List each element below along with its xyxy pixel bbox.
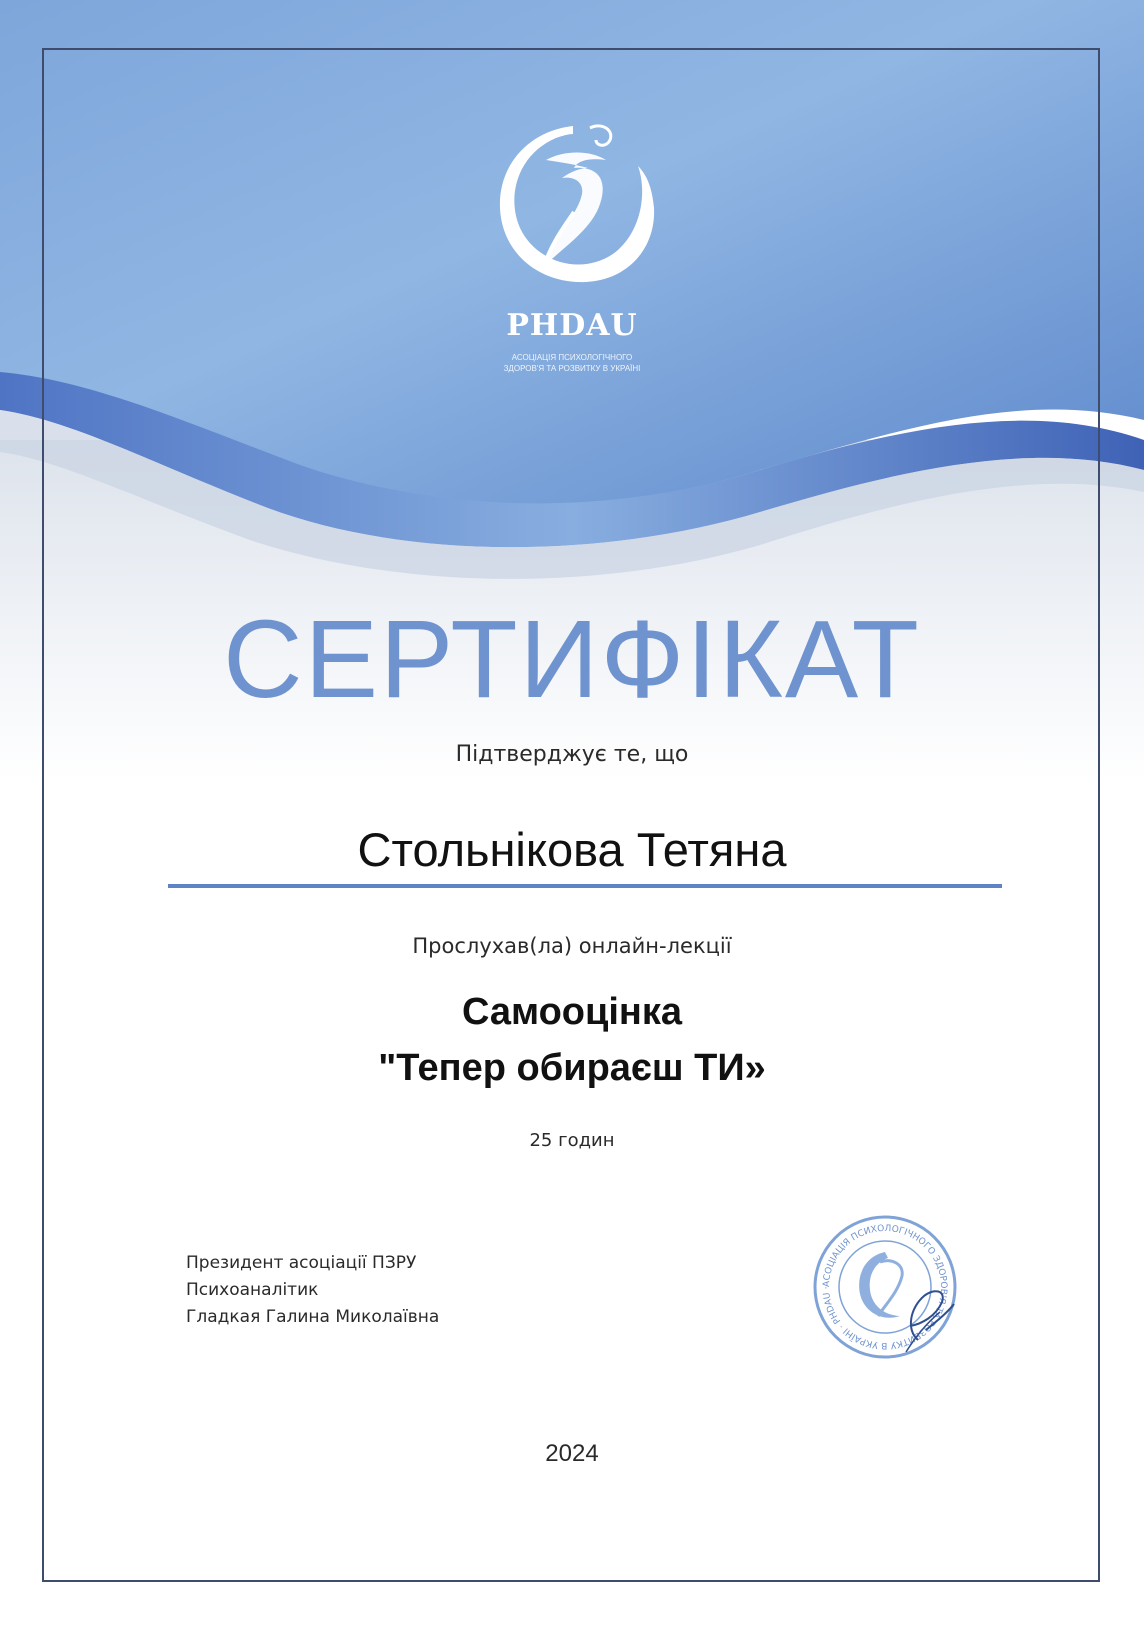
course-title xyxy=(0,984,1144,1096)
confirms-text: Підтверджує те, що xyxy=(455,742,689,767)
organization-stamp-icon xyxy=(810,1212,960,1362)
recipient-name: Стольнікова Тетяна xyxy=(357,823,787,876)
course-title-line-1: Самооцінка xyxy=(461,991,683,1033)
certificate-year: 2024 xyxy=(545,1440,599,1467)
signatory-name: Гладкая Галина Миколаївна xyxy=(186,1307,440,1327)
stamp-text: АСОЦІАЦІЯ ПСИХОЛОГІЧНОГО ЗДОРОВ'Я ТА РОЗВИТКУ В УКРАЇНІ · PHDAU · xyxy=(821,1223,949,1351)
signatory-role: Психоаналітик xyxy=(186,1280,319,1300)
signatory-block xyxy=(186,1250,546,1331)
name-underline xyxy=(168,884,1002,888)
course-hours: 25 годин xyxy=(529,1130,615,1151)
brand-subtitle xyxy=(472,352,672,374)
brand-subtitle-line-2: ЗДОРОВ'Я ТА РОЗВИТКУ В УКРАЇНІ xyxy=(503,364,641,373)
signatory-position: Президент асоціації ПЗРУ xyxy=(186,1253,417,1273)
phdau-swan-logo-icon xyxy=(478,116,668,296)
listened-text: Прослухав(ла) онлайн-лекції xyxy=(412,934,732,958)
svg-text:АСОЦІАЦІЯ ПСИХОЛОГІЧНОГО ЗДОРО xyxy=(822,1224,948,1350)
brand-subtitle-line-1: АСОЦІАЦІЯ ПСИХОЛОГІЧНОГО xyxy=(511,353,633,362)
certificate-title: СЕРТИФІКАТ xyxy=(223,598,921,721)
course-title-line-2: "Тепер обираєш ТИ» xyxy=(378,1047,766,1089)
brand-name: PHDAU xyxy=(506,308,638,343)
